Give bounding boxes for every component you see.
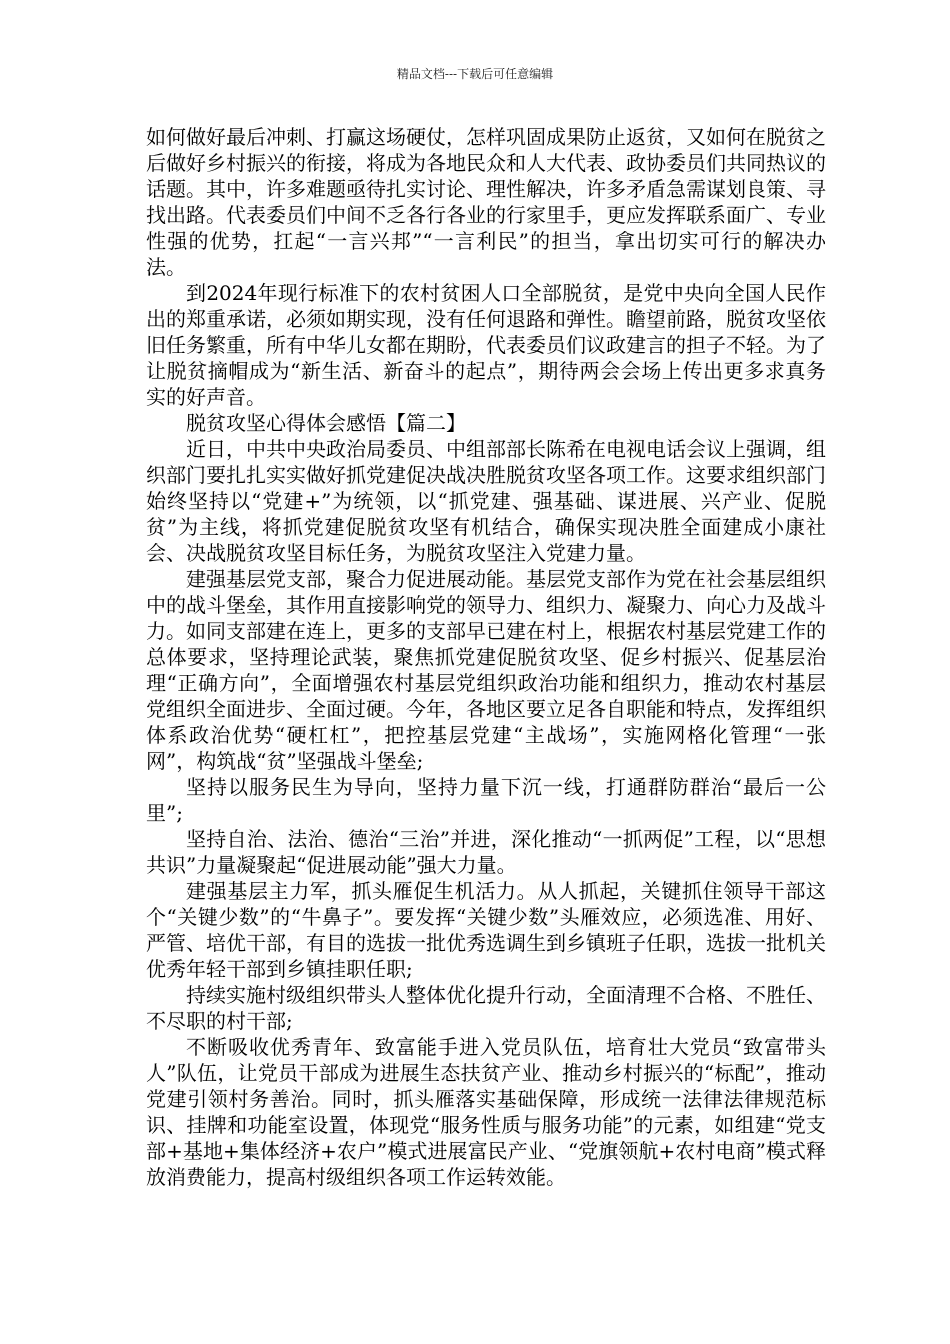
section-heading: 脱贫攻坚心得体会感悟【篇二】 [186, 411, 466, 435]
paragraph: 建强基层主力军，抓头雁促生机活力。从人抓起，关键抓住领导干部这个“关键少数”的“牛鼻子”。要发挥“关键少数”头雁效应，必须选准、用好、严管、培优干部，有目的选拔一批优秀选调生到乡镇班子任职，选拔一批机关优秀年轻干部到乡镇挂职任职; [146, 879, 826, 981]
paragraph: 不断吸收优秀青年、致富能手进入党员队伍，培育壮大党员“致富带头人”队伍，让党员干部成为进展生态扶贫产业、推动乡村振兴的“标配”，推动党建引领村务善治。同时，抓头雁落实基础保障，形成统一法律法律规范标识、挂牌和功能室设置，体现党“服务性质与服务功能”的元素，如组建“党支部+基地+集体经济+农户”模式进展富民产业、“党旗领航+农村电商”模式释放消费能力，提高村级组织各项工作运转效能。 [146, 1035, 826, 1189]
paragraph: 如何做好最后冲刺、打赢这场硬仗，怎样巩固成果防止返贫，又如何在脱贫之后做好乡村振兴的衔接，将成为各地民众和人大代表、政协委员们共同热议的话题。其中，许多难题亟待扎实讨论、理性解决，许多矛盾急需谋划良策、寻找出路。代表委员们中间不乏各行各业的行家里手，更应发挥联系面广、专业性强的优势，扛起“一言兴邦”“一言利民”的担当，拿出切实可行的解决办法。 [146, 125, 826, 279]
page-header: 精品文档---下载后可任意编辑 [396, 67, 554, 81]
document-body [146, 124, 826, 1190]
paragraph: 持续实施村级组织带头人整体优化提升行动，全面清理不合格、不胜任、不尽职的村干部; [146, 983, 826, 1033]
paragraph: 坚持自治、法治、德治“三治”并进，深化推动“一抓两促”工程，以“思想共识”力量凝聚起“促进展动能”强大力量。 [146, 827, 826, 877]
paragraph: 坚持以服务民生为导向，坚持力量下沉一线，打通群防群治“最后一公里”; [146, 775, 826, 825]
paragraph: 到2024年现行标准下的农村贫困人口全部脱贫，是党中央向全国人民作出的郑重承诺，必须如期实现，没有任何退路和弹性。瞻望前路，脱贫攻坚依旧任务繁重，所有中华儿女都在期盼，代表委员们议政建言的担子不轻。为了让脱贫摘帽成为“新生活、新奋斗的起点”，期待两会会场上传出更多求真务实的好声音。 [146, 281, 826, 409]
paragraph: 近日，中共中央政治局委员、中组部部长陈希在电视电话会议上强调，组织部门要扎扎实实做好抓党建促决战决胜脱贫攻坚各项工作。这要求组织部门始终坚持以“党建+”为统领，以“抓党建、强基础、谋进展、兴产业、促脱贫”为主线，将抓党建促脱贫攻坚有机结合，确保实现决胜全面建成小康社会、决战脱贫攻坚目标任务，为脱贫攻坚注入党建力量。 [146, 437, 826, 565]
paragraph: 建强基层党支部，聚合力促进展动能。基层党支部作为党在社会基层组织中的战斗堡垒，其作用直接影响党的领导力、组织力、凝聚力、向心力及战斗力。如同支部建在连上，更多的支部早已建在村上，根据农村基层党建工作的总体要求，坚持理论武装，聚焦抓党建促脱贫攻坚、促乡村振兴、促基层治理“正确方向”，全面增强农村基层党组织政治功能和组织力，推动农村基层党组织全面进步、全面过硬。今年，各地区要立足各自职能和特点，发挥组织体系政治优势“硬杠杠”，把控基层党建“主战场”，实施网格化管理“一张网”，构筑战“贫”坚强战斗堡垒; [146, 567, 826, 773]
